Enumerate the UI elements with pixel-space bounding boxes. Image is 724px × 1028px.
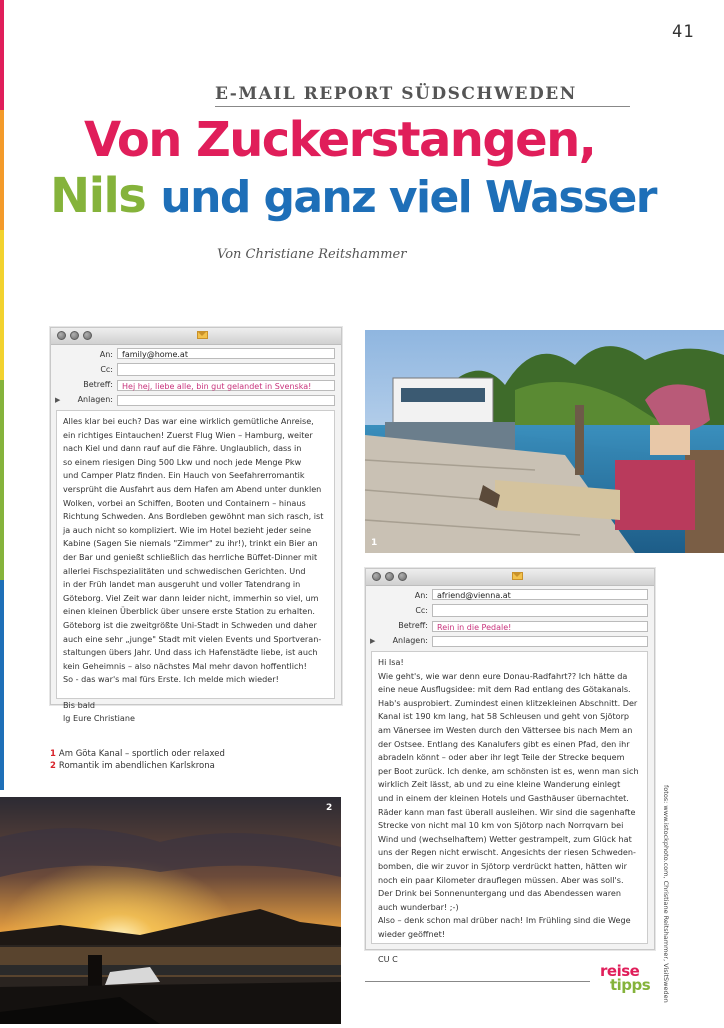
email-body-line: bomben, die wir zuvor in Sjötorp verdrückt hatten, hätten wir	[378, 860, 627, 871]
disclosure-triangle-icon[interactable]: ▶	[55, 396, 61, 404]
email-body-line: auch wunderbar! ;-)	[378, 901, 459, 912]
zoom-button-icon[interactable]	[83, 331, 92, 340]
email-body-line: Wie geht's, wie war denn eure Donau-Radfahrt?? Ich hätte da	[378, 670, 628, 681]
attachments-label: Anlagen:	[392, 636, 428, 645]
color-stripe-orange	[0, 110, 4, 230]
canal-photo-image	[365, 330, 724, 553]
email-body-line: auch eine sehr „junge" Stadt mit vielen Events und Sportveran-	[63, 633, 322, 644]
email-body-line: und in einem der kleinen Hotels und Gasthäuser übernachtet.	[378, 792, 629, 803]
photo-credit-text: fotos: www.istockphoto.com, Christiane Reitshammer, VisitSweden	[662, 785, 670, 1003]
minimize-button-icon[interactable]	[70, 331, 79, 340]
email-window-1	[50, 327, 342, 724]
email-body-line: wirklich Zeit lässt, ab und zu eine kleine Wanderung einlegt	[378, 779, 621, 790]
to-label: An:	[414, 591, 428, 600]
to-label: An:	[99, 350, 113, 359]
to-row	[51, 348, 341, 363]
email-header	[366, 586, 654, 652]
email-body-line: noch ein paar Kilometer drauflegen müssen. Aber was soll's.	[378, 874, 624, 885]
headline-rest: und ganz viel Wasser	[160, 172, 656, 223]
reisetipps-logo	[600, 964, 650, 992]
email-signoff-line: Bis bald	[63, 699, 96, 710]
to-field[interactable]: afriend@vienna.at	[432, 589, 648, 600]
headline-line1: Von Zuckerstangen,	[84, 112, 596, 168]
email-body-line: abradeln könnt – oder aber ihr legt Teile der Strecke bequem	[378, 752, 625, 763]
cc-field[interactable]	[432, 604, 648, 617]
cc-field[interactable]	[117, 363, 335, 376]
email-body[interactable]	[56, 410, 335, 724]
title-bar	[366, 569, 654, 586]
title-bar	[51, 328, 341, 345]
attachments-field[interactable]	[432, 636, 648, 647]
email-body-line: Kanal ist 190 km lang, hat 58 Schleusen und geht von Sjötorp	[378, 711, 630, 722]
subject-field[interactable]: Rein in die Pedale!	[432, 621, 648, 632]
email-body-line: Alles klar bei euch? Das war eine wirklich gemütliche Anreise,	[63, 416, 314, 426]
attachments-label: Anlagen:	[77, 395, 113, 404]
email-body-line: Strecke von nicht mal 10 km von Sjötorp nach Norrqvarn bei	[378, 820, 624, 831]
email-body-line: ein richtiges Eintauchen! Zuerst Flug Wien – Hamburg, weiter	[63, 429, 313, 440]
email-body-line: Räder kann man fast überall ausleihen. Wir sind die sagenhafte	[378, 806, 636, 817]
headline-word-nils: Nils	[50, 168, 146, 224]
photo-number-2: 2	[326, 803, 333, 813]
close-button-icon[interactable]	[57, 331, 66, 340]
cc-label: Cc:	[415, 606, 428, 615]
email-body-gap	[63, 687, 328, 699]
color-stripe-pink	[0, 0, 4, 110]
cc-label: Cc:	[100, 365, 113, 374]
subject-label: Betreff:	[83, 380, 113, 389]
cc-row	[366, 604, 654, 619]
attachments-row	[51, 393, 341, 408]
photo-number-1: 1	[371, 538, 378, 548]
color-stripe-blue	[0, 580, 4, 790]
attachments-field[interactable]	[117, 395, 335, 406]
caption-2	[50, 760, 225, 772]
envelope-icon	[197, 331, 208, 339]
email-body-line: einen kleinen Überblick über unsere erste Station zu erhalten.	[63, 606, 315, 617]
email-body-line: am Vänersee im Westen durch den Vättersee bis nach Mem an	[378, 724, 633, 735]
byline: Von Christiane Reitshammer	[217, 247, 407, 262]
photo-credit	[660, 785, 670, 1003]
email-body-line: Göteborg ist die zweitgrößte Uni-Stadt in Schweden und daher	[63, 619, 317, 630]
minimize-button-icon[interactable]	[385, 572, 394, 581]
cc-row	[51, 363, 341, 378]
email-body-line: der Ostsee. Entlang des Kanalufers gibt es einen Pfad, den ihr	[378, 738, 630, 749]
logo-line1: reise	[600, 962, 640, 980]
email-body-line: kein Geheimnis – also nächstes Mal mehr davon hoffentlich!	[63, 660, 307, 671]
disclosure-triangle-icon[interactable]: ▶	[370, 637, 376, 645]
subject-row	[51, 378, 341, 393]
email-body-line: per Boot zurück. Ich denke, am schönsten ist es, wenn man sich	[378, 765, 639, 776]
email-body-line: nach Kiel und dann rauf auf die Fähre. Unglaublich, dass in	[63, 443, 302, 454]
caption-text: Romantik im abendlichen Karlskrona	[58, 761, 215, 771]
photo-captions	[50, 748, 225, 772]
email-signoff-line: CU C	[378, 954, 398, 965]
email-window-2	[365, 568, 655, 965]
color-stripe-yellow	[0, 230, 4, 380]
to-field[interactable]: family@home.at	[117, 348, 335, 359]
photo-sunset	[0, 797, 341, 1024]
zoom-button-icon[interactable]	[398, 572, 407, 581]
close-button-icon[interactable]	[372, 572, 381, 581]
photo-canal	[365, 330, 724, 553]
color-stripe-green	[0, 380, 4, 580]
to-row	[366, 589, 654, 604]
email-body-line: Also – denk schon mal drüber nach! Im Frühling sind die Wege	[378, 915, 631, 926]
email-body-line: so einem riesigen Ding 500 Lkw und noch jede Menge Pkw	[63, 456, 302, 467]
logo-line2: tipps	[610, 976, 651, 994]
email-body[interactable]	[371, 651, 648, 965]
subject-row	[366, 619, 654, 634]
email-body-line: ja auch nicht so kompliziert. Wie im Hotel bezieht jeder seine	[63, 524, 312, 535]
email-body-line: So - das war's mal fürs Erste. Ich melde mich wieder!	[63, 674, 279, 685]
email-body-line: staltungen übers Jahr. Und dass ich Hafenstädte liebe, ist auch	[63, 647, 318, 658]
email-body-line: Wind und (wechselhaftem) Wetter gestrampelt, zum Glück hat	[378, 833, 632, 844]
caption-number: 2	[50, 761, 56, 771]
email-body-line: Hi Isa!	[378, 657, 404, 667]
attachments-row	[366, 634, 654, 649]
email-body-line: Der Drink bei Sonnenuntergang und das Abendessen waren	[378, 888, 621, 899]
email-body-line: allerlei Fischspezialitäten und schwedischen Gerichten. Und	[63, 565, 306, 576]
email-body-line: Richtung Schweden. Ans Bordleben gewöhnt man sich rasch, ist	[63, 511, 324, 522]
email-body-line: Wolken, vorbei an Schiffen, Booten und Containern – hinaus	[63, 497, 306, 508]
email-body-line: Hab's ausprobiert. Zumindest einen klitzekleinen Abschnitt. Der	[378, 697, 638, 708]
email-body-line: versprüht die Ausfahrt aus dem Hafen am Abend unter dunklen	[63, 483, 322, 494]
email-body-line: und Camper Platz finden. Ein Hauch von Seefahrerromantik	[63, 470, 305, 481]
subject-field[interactable]: Hej hej, liebe alle, bin gut gelandet in Svenska!	[117, 380, 335, 391]
footer-rule	[365, 981, 590, 982]
caption-text: Am Göta Kanal – sportlich oder relaxed	[58, 749, 225, 759]
email-body-line: in der Früh landet man ausgeruht und voller Tatendrang in	[63, 579, 301, 590]
headline-line2	[50, 168, 656, 226]
email-body-line: uns der Regen nicht erwischt. Angesichts der riesen Schweden-	[378, 847, 636, 858]
email-header	[51, 345, 341, 411]
subject-label: Betreff:	[398, 621, 428, 630]
caption-number: 1	[50, 749, 56, 759]
email-body-line: Göteborg. Viel Zeit war dann leider nicht, immerhin so viel, um	[63, 592, 319, 603]
caption-1	[50, 748, 225, 760]
email-body-line: der Bar und genießt schließlich das herrliche Büffet-Dinner mit	[63, 551, 318, 562]
sunset-photo-image	[0, 797, 341, 1024]
email-body-gap	[378, 941, 641, 953]
email-signoff-line: lg Eure Christiane	[63, 713, 135, 724]
email-body-line: eine neue Ausflugsidee: mit dem Rad entlang des Götakanals.	[378, 684, 631, 695]
email-body-line: Kabine (Sagen Sie niemals "Zimmer" zu ihr!), trinkt ein Bier an	[63, 538, 318, 549]
email-body-line: wieder geöffnet!	[378, 928, 446, 939]
kicker: E-MAIL REPORT SÜDSCHWEDEN	[215, 84, 630, 107]
page-number: 41	[672, 22, 695, 42]
envelope-icon	[512, 572, 523, 580]
